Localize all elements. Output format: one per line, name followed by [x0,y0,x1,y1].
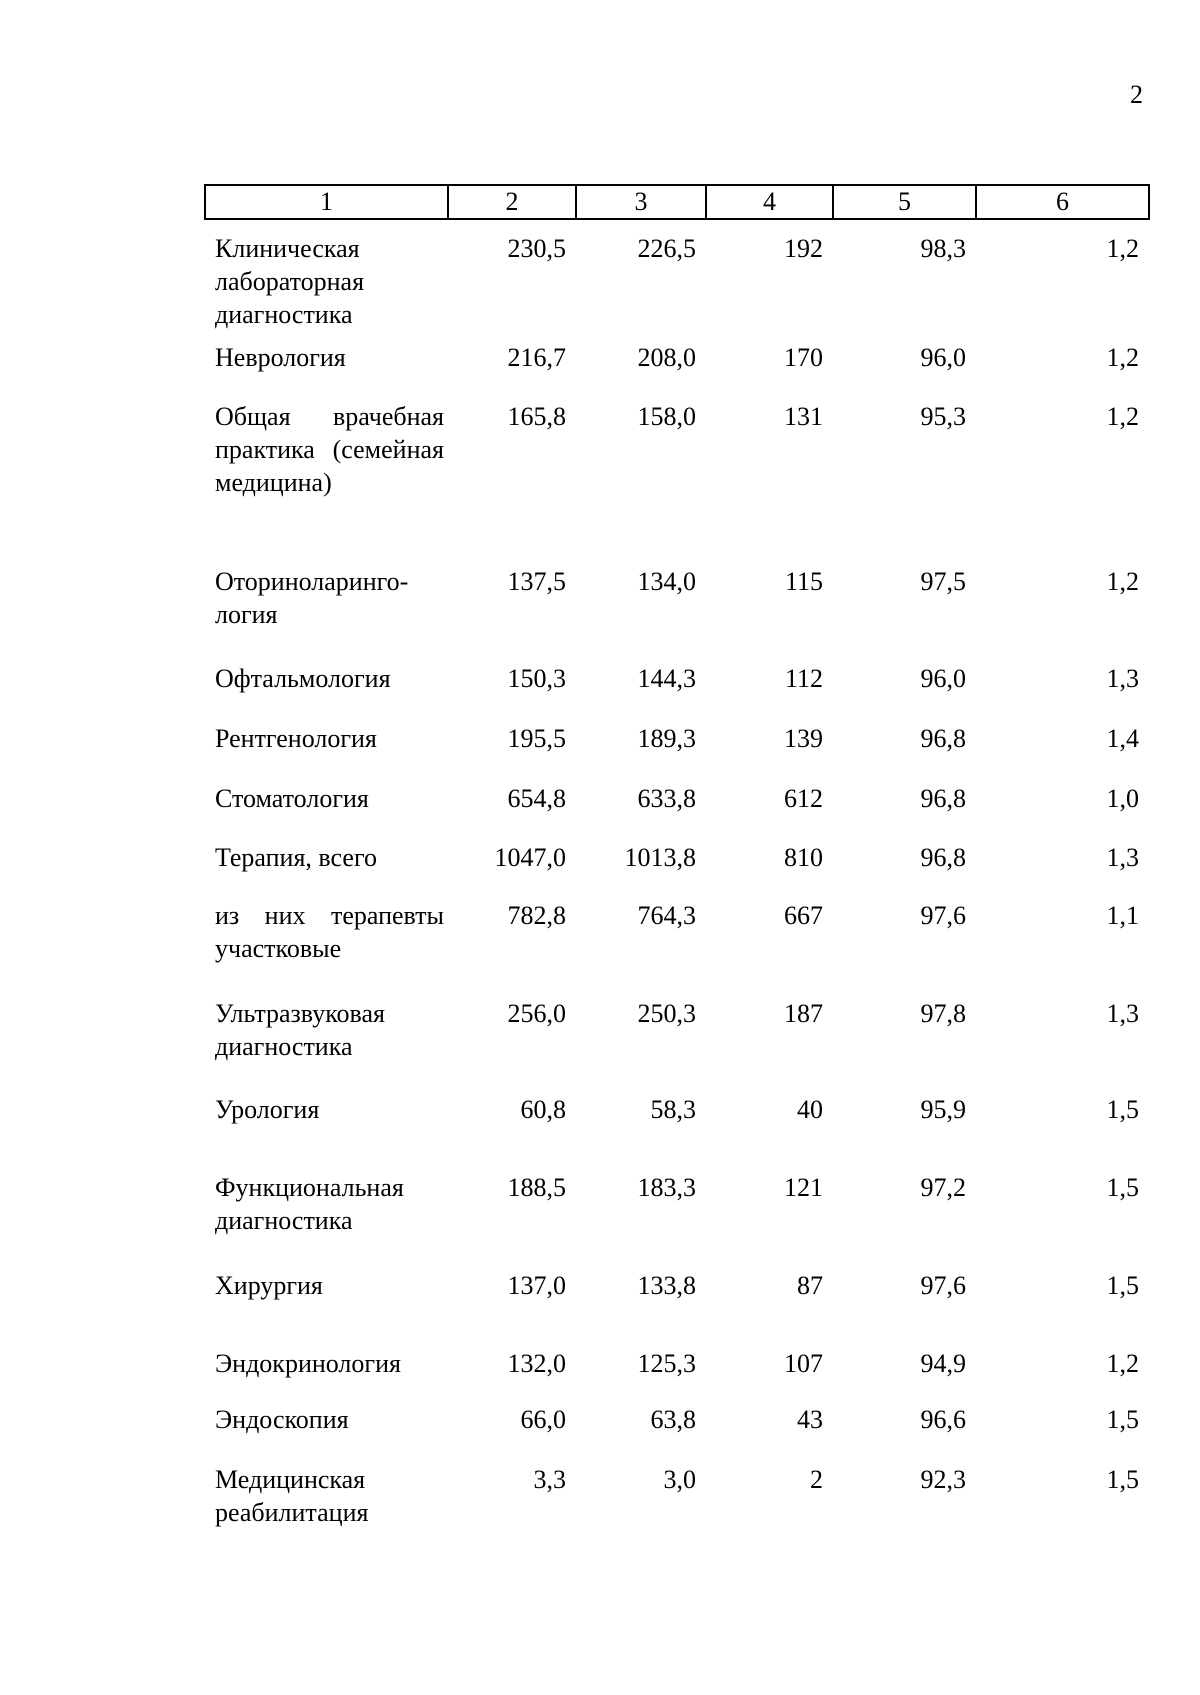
row-col-5: 96,8 [920,724,966,753]
row-name: Хирургия [215,1271,323,1300]
table-row [205,1347,1149,1403]
row-col-2: 132,0 [507,1349,566,1378]
row-col-6: 1,2 [1106,1349,1139,1378]
row-col-6: 1,1 [1106,901,1139,930]
row-col-5: 96,0 [920,664,966,693]
row-col-6: 1,2 [1106,343,1139,372]
row-name: Рентгенология [215,724,377,753]
row-col-4: 139 [784,724,823,753]
row-col-2: 3,3 [533,1465,566,1494]
row-col-3: 764,3 [637,901,696,930]
table-body [205,219,1149,1543]
row-col-5: 97,8 [920,999,966,1028]
row-col-6: 1,2 [1106,567,1139,596]
table-row [205,1269,1149,1347]
row-name: Стоматология [215,784,369,813]
table-row [205,219,1149,341]
table-row [205,400,1149,565]
row-name: Урология [215,1095,320,1124]
row-col-2: 195,5 [507,724,566,753]
row-col-5: 97,2 [920,1173,966,1202]
row-col-4: 187 [784,999,823,1028]
row-col-3: 183,3 [637,1173,696,1202]
row-col-2: 256,0 [507,999,566,1028]
row-col-5: 97,6 [920,1271,966,1300]
row-col-2: 782,8 [507,901,566,930]
header-row [205,185,1149,219]
row-name: Функциональная диагностика [215,1173,404,1235]
row-col-6: 1,3 [1106,999,1139,1028]
row-name: Медицинская реабилитация [215,1465,369,1527]
row-col-5: 96,0 [920,343,966,372]
table-row [205,1171,1149,1269]
row-col-6: 1,3 [1106,664,1139,693]
row-col-2: 1047,0 [494,843,566,872]
row-col-4: 192 [784,234,823,263]
header-col-5: 5 [833,185,976,219]
table-row [205,1403,1149,1463]
row-col-4: 87 [797,1271,823,1300]
row-col-4: 115 [784,567,823,596]
header-col-6: 6 [976,185,1149,219]
row-col-4: 40 [797,1095,823,1124]
row-name: Эндоскопия [215,1405,349,1434]
header-col-4: 4 [706,185,833,219]
row-col-4: 43 [797,1405,823,1434]
row-col-3: 134,0 [637,567,696,596]
row-col-3: 250,3 [637,999,696,1028]
row-col-2: 137,5 [507,567,566,596]
row-name: Клиническая лабораторная диагностика [215,234,365,329]
row-col-6: 1,2 [1106,402,1139,431]
row-col-5: 95,3 [920,402,966,431]
row-col-5: 95,9 [920,1095,966,1124]
row-col-5: 98,3 [920,234,966,263]
table-row [205,722,1149,782]
row-col-2: 230,5 [507,234,566,263]
row-col-3: 3,0 [663,1465,696,1494]
row-name: Эндокринология [215,1349,401,1378]
table-row [205,565,1149,662]
row-col-4: 107 [784,1349,823,1378]
row-col-6: 1,0 [1106,784,1139,813]
row-col-5: 94,9 [920,1349,966,1378]
row-col-5: 97,6 [920,901,966,930]
row-name: из них терапевты участковые [215,901,444,963]
row-col-2: 654,8 [507,784,566,813]
row-col-4: 131 [784,402,823,431]
row-col-6: 1,4 [1106,724,1139,753]
row-col-3: 1013,8 [624,843,696,872]
table-row [205,841,1149,899]
header-col-2: 2 [448,185,576,219]
row-col-3: 125,3 [637,1349,696,1378]
row-name: Офтальмология [215,664,391,693]
row-col-2: 150,3 [507,664,566,693]
row-col-5: 96,8 [920,843,966,872]
row-col-2: 66,0 [520,1405,566,1434]
row-col-4: 170 [784,343,823,372]
header-col-1: 1 [205,185,448,219]
row-col-2: 60,8 [520,1095,566,1124]
row-col-2: 216,7 [507,343,566,372]
table-header [205,185,1149,219]
row-col-6: 1,5 [1106,1095,1139,1124]
row-col-6: 1,5 [1106,1173,1139,1202]
row-col-5: 96,6 [920,1405,966,1434]
table-row [205,662,1149,722]
row-col-2: 188,5 [507,1173,566,1202]
row-col-4: 667 [784,901,823,930]
row-col-6: 1,2 [1106,234,1139,263]
header-col-3: 3 [576,185,706,219]
data-table [204,184,1150,1543]
row-col-6: 1,5 [1106,1271,1139,1300]
row-col-3: 63,8 [650,1405,696,1434]
table-row [205,341,1149,400]
row-col-3: 158,0 [637,402,696,431]
table-row [205,1093,1149,1171]
row-col-4: 121 [784,1173,823,1202]
row-col-3: 58,3 [650,1095,696,1124]
row-col-3: 633,8 [637,784,696,813]
row-col-3: 133,8 [637,1271,696,1300]
row-name: Терапия, всего [215,843,377,872]
table-row [205,782,1149,841]
row-col-4: 612 [784,784,823,813]
row-col-3: 144,3 [637,664,696,693]
row-col-4: 810 [784,843,823,872]
table-row [205,899,1149,997]
row-col-5: 96,8 [920,784,966,813]
row-col-2: 165,8 [507,402,566,431]
row-name: Ультразвуковая диагностика [215,999,385,1061]
page-number: 2 [1130,80,1143,109]
row-col-3: 189,3 [637,724,696,753]
row-col-4: 112 [784,664,823,693]
table-row [205,997,1149,1093]
row-col-2: 137,0 [507,1271,566,1300]
row-col-3: 208,0 [637,343,696,372]
row-col-6: 1,5 [1106,1405,1139,1434]
row-col-6: 1,3 [1106,843,1139,872]
table-row [205,1463,1149,1543]
row-col-3: 226,5 [637,234,696,263]
row-col-6: 1,5 [1106,1465,1139,1494]
row-col-4: 2 [810,1465,823,1494]
row-name: Неврология [215,343,346,372]
row-name: Оториноларинго-логия [215,567,409,629]
row-name: Общая врачебная практика (семейная медицина) [215,402,444,497]
row-col-5: 92,3 [920,1465,966,1494]
row-col-5: 97,5 [920,567,966,596]
